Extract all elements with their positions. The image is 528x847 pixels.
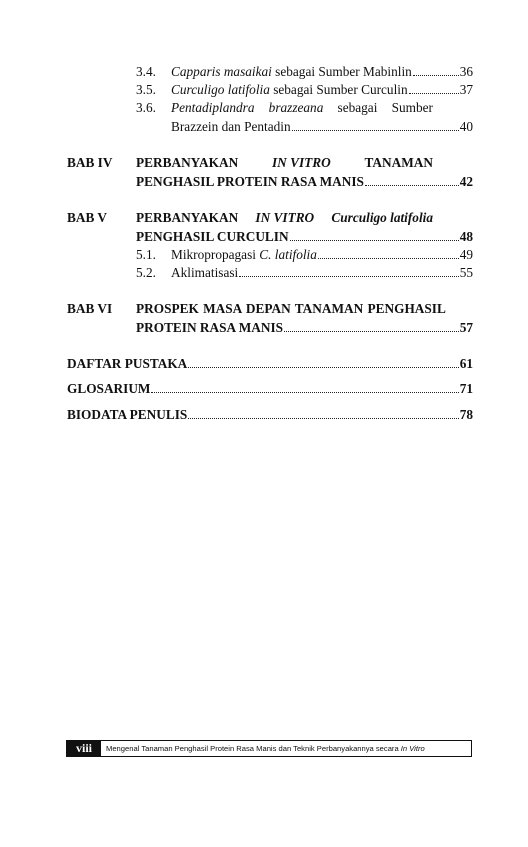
dot-leader — [318, 258, 459, 259]
chapter-label: BAB V — [67, 210, 108, 225]
page-number: 37 — [459, 82, 473, 97]
dot-leader — [290, 240, 459, 241]
page-number: 78 — [459, 407, 473, 422]
chapter-label: BAB VI — [67, 301, 113, 316]
dot-leader — [151, 392, 458, 393]
chapter-title-line2: PENGHASIL PROTEIN RASA MANIS — [136, 174, 364, 189]
page-number: 48 — [459, 229, 473, 244]
section-number: 3.6. — [136, 100, 156, 115]
page-number: 71 — [459, 381, 473, 396]
entry-title-line1: Pentadiplandra brazzeana sebagai Sumber — [171, 100, 433, 115]
page-number: 40 — [459, 119, 473, 134]
dot-leader — [409, 93, 459, 94]
dot-leader — [365, 185, 459, 186]
entry-title: Curculigo latifolia sebagai Sumber Curculin — [171, 82, 408, 97]
page-number: 57 — [459, 320, 473, 335]
section-number: 5.1. — [136, 247, 156, 262]
page-number: 36 — [459, 64, 473, 79]
dot-leader — [188, 418, 458, 419]
page-number: 49 — [459, 247, 473, 262]
footer-book-title: Mengenal Tanaman Penghasil Protein Rasa Manis dan Teknik Perbanyakannya secara In Vitro — [106, 744, 425, 753]
entry-title: BIODATA PENULIS — [67, 407, 188, 422]
entry-title-line2: Brazzein dan Pentadin — [171, 119, 291, 134]
page-number: 61 — [459, 356, 473, 371]
entry-title: Capparis masaikai sebagai Sumber Mabinlin — [171, 64, 412, 79]
chapter-title-line2: PENGHASIL CURCULIN — [136, 229, 289, 244]
dot-leader — [188, 367, 458, 368]
entry-title: GLOSARIUM — [67, 381, 151, 396]
dot-leader — [413, 75, 459, 76]
entry-title: DAFTAR PUSTAKA — [67, 356, 188, 371]
section-number: 3.5. — [136, 82, 156, 97]
chapter-title-line1: PERBANYAKAN IN VITRO TANAMAN — [136, 155, 433, 170]
chapter-label: BAB IV — [67, 155, 113, 170]
entry-title: Aklimatisasi — [171, 265, 239, 280]
chapter-title-line1: PROSPEK MASA DEPAN TANAMAN PENGHASIL — [136, 301, 446, 316]
dot-leader — [239, 276, 458, 277]
chapter-title-line1: PERBANYAKAN IN VITRO Curculigo latifolia — [136, 210, 433, 225]
footer-page-number: viii — [67, 741, 101, 756]
page-footer — [66, 740, 472, 757]
chapter-title-line2: PROTEIN RASA MANIS — [136, 320, 284, 335]
entry-title: Mikropropagasi C. latifolia — [171, 247, 317, 262]
page-number: 55 — [459, 265, 473, 280]
section-number: 3.4. — [136, 64, 156, 79]
dot-leader — [284, 331, 459, 332]
dot-leader — [292, 130, 459, 131]
page-number: 42 — [459, 174, 473, 189]
section-number: 5.2. — [136, 265, 156, 280]
